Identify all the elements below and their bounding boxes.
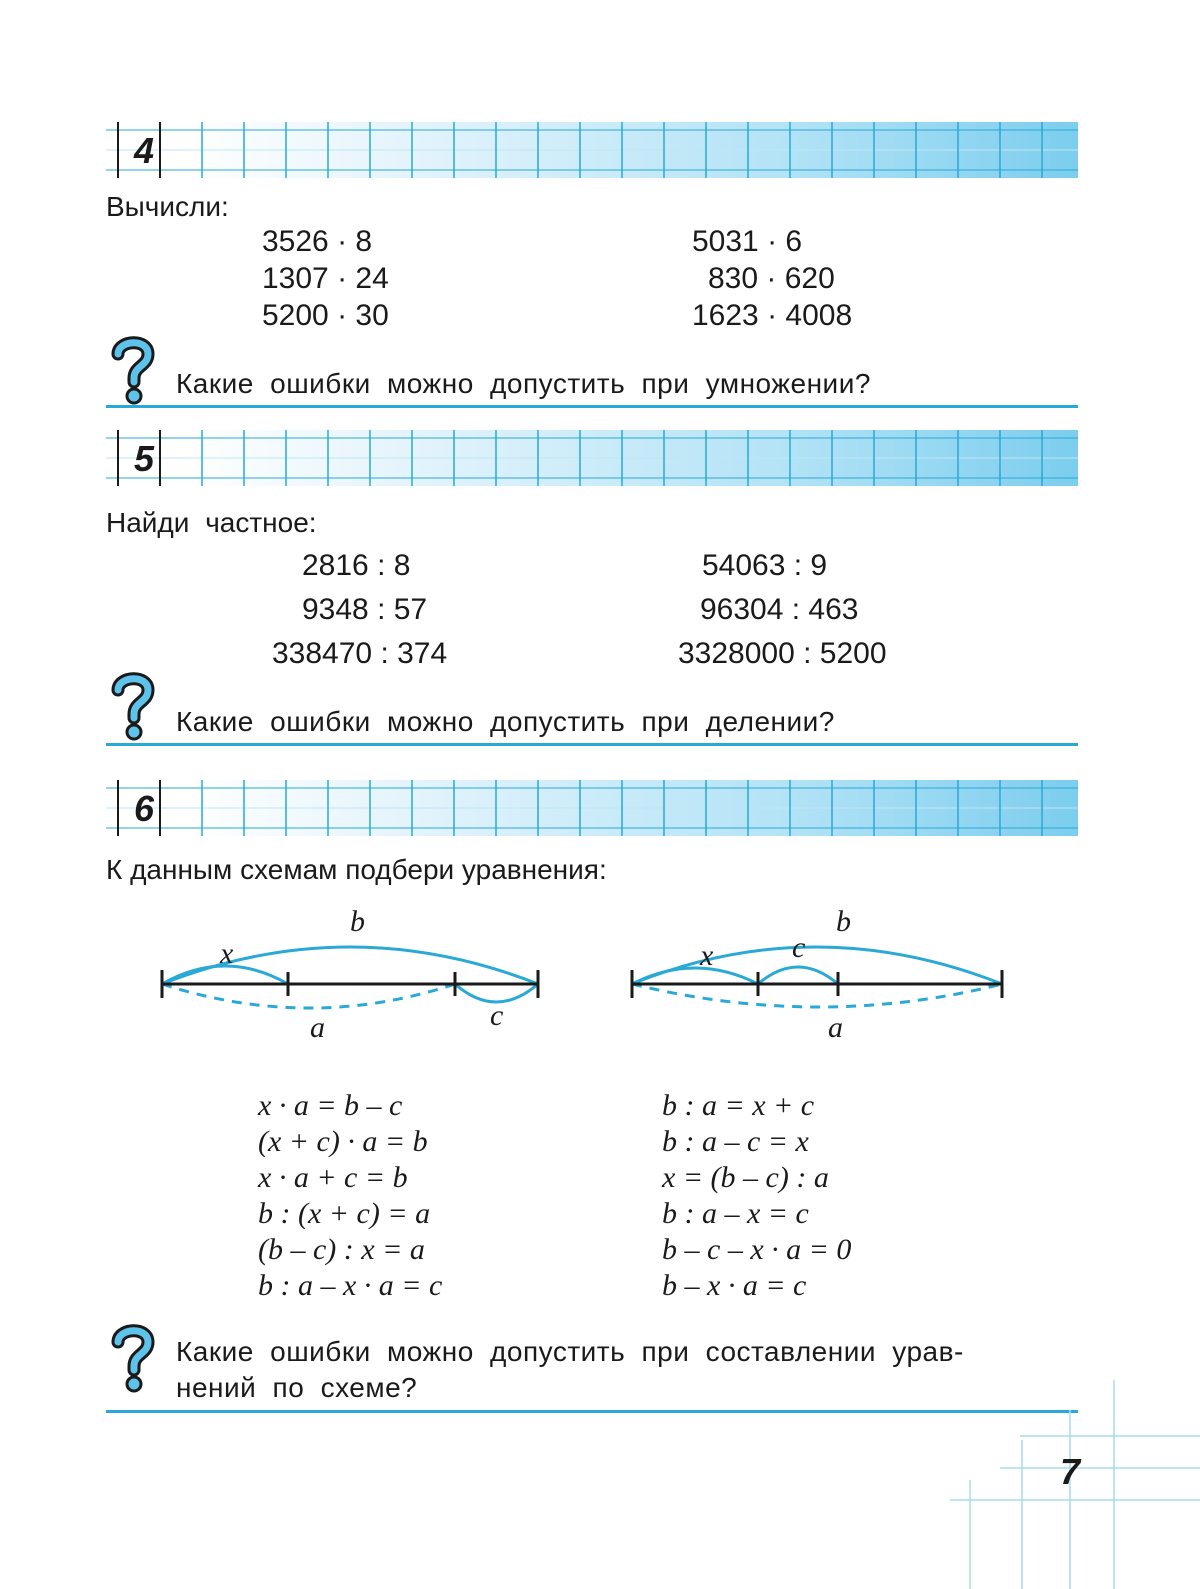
exercise-number: 6 <box>133 788 155 829</box>
expression: 5200 · 30 <box>262 299 389 332</box>
label-c: c <box>490 999 504 1032</box>
expression: 338470 : 374 <box>272 637 448 670</box>
expression: 2816 : 8 <box>302 549 411 582</box>
exercise-6-header-bar <box>106 780 1078 836</box>
arc-a <box>632 984 1002 1007</box>
label-b: b <box>836 905 851 938</box>
expression: 54063 : 9 <box>702 549 828 582</box>
question-mark-icon <box>108 1322 156 1394</box>
equation: x · a + c = b <box>258 1161 408 1194</box>
exercise-number: 5 <box>133 438 155 479</box>
expression: 3328000 : 5200 <box>678 637 887 670</box>
equation: x · a = b – c <box>258 1089 403 1122</box>
equation: x = (b – c) : a <box>662 1161 829 1194</box>
exercise-6-instruction: К данным схемам подбери уравнения: <box>106 854 607 885</box>
arc-c <box>758 967 838 984</box>
arc-x <box>632 968 758 984</box>
label-b: b <box>350 905 365 938</box>
label-x: x <box>700 939 714 972</box>
equation: b : a – c = x <box>662 1125 809 1158</box>
control-question-line-2: нений по схеме? <box>176 1372 418 1403</box>
expression: 3526 · 8 <box>262 225 373 258</box>
equation: (b – c) : x = a <box>258 1233 425 1266</box>
expression: 9348 : 57 <box>302 593 428 626</box>
equation: b – c – x · a = 0 <box>662 1233 852 1266</box>
expression: 830 · 620 <box>708 262 835 295</box>
grid-lines <box>106 122 1078 178</box>
arc-b <box>632 947 1002 984</box>
control-question: Какие ошибки можно допустить при умножении? <box>176 368 871 399</box>
exercise-5-header-bar <box>106 430 1078 486</box>
exercise-number: 4 <box>133 130 155 171</box>
equation: b : (x + c) = a <box>258 1197 431 1230</box>
equation: b : a – x · a = c <box>258 1269 443 1302</box>
equation: (x + c) · a = b <box>258 1125 428 1158</box>
expression: 1623 · 4008 <box>692 299 853 332</box>
grid-lines <box>106 780 1078 836</box>
question-mark-icon <box>108 334 156 406</box>
exercise-4-instruction: Вычисли: <box>106 191 229 222</box>
label-a: a <box>828 1011 843 1044</box>
divider <box>106 1410 1078 1413</box>
arc-a <box>162 984 455 1008</box>
equation: b : a – x = c <box>662 1197 809 1230</box>
label-a: a <box>310 1011 325 1044</box>
equation: b : a = x + c <box>662 1089 815 1122</box>
scheme-2 <box>620 900 1020 1050</box>
label-c: c <box>792 931 806 964</box>
page-number: 7 <box>1060 1451 1081 1492</box>
expression: 5031 · 6 <box>692 225 803 258</box>
expression: 1307 · 24 <box>262 262 389 295</box>
expression: 96304 : 463 <box>700 593 859 626</box>
grid-lines <box>106 430 1078 486</box>
divider <box>106 405 1078 408</box>
equation: b – x · a = c <box>662 1269 807 1302</box>
label-x: x <box>220 937 234 970</box>
exercise-5-instruction: Найди частное: <box>106 507 317 538</box>
control-question: Какие ошибки можно допустить при делении? <box>176 706 835 737</box>
exercise-4-header-bar <box>106 122 1078 178</box>
control-question-line-1: Какие ошибки можно допустить при составлении урав- <box>176 1336 964 1367</box>
divider <box>106 743 1078 746</box>
question-mark-icon <box>108 670 156 742</box>
